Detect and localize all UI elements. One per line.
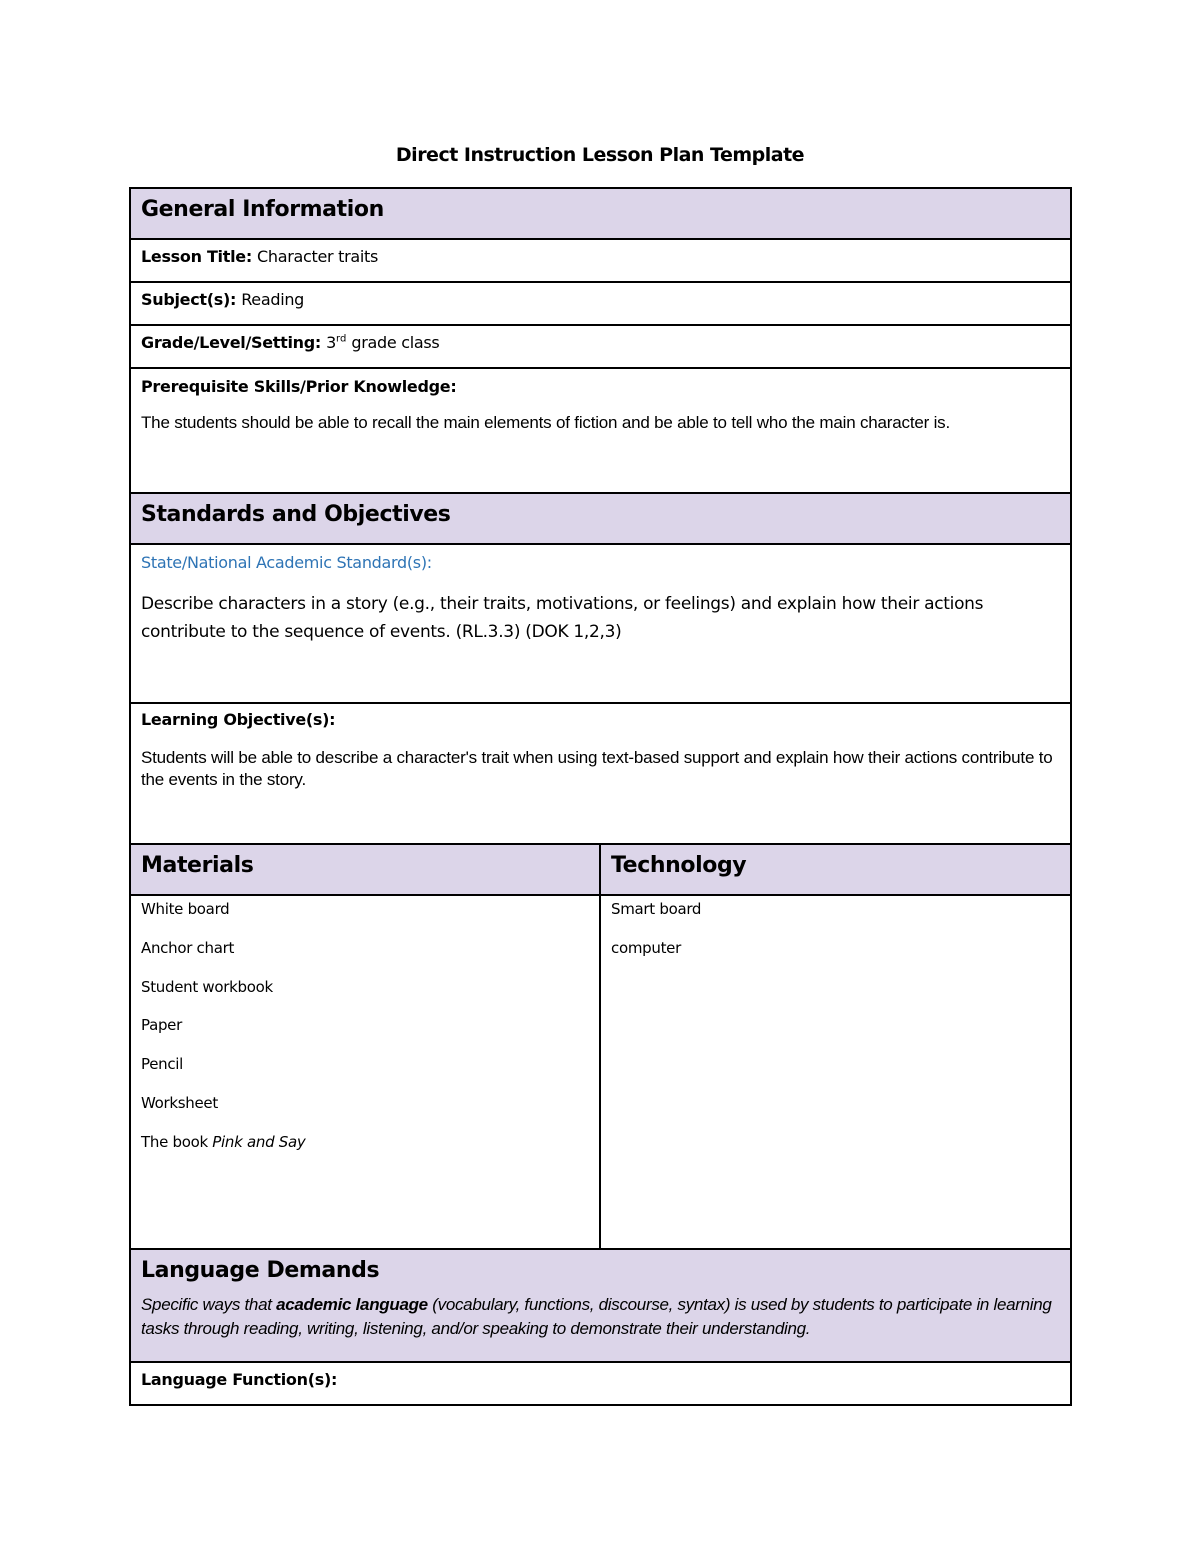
materials-cell xyxy=(130,895,600,1249)
subjects-label: Subject(s): xyxy=(141,290,237,309)
general-information-header xyxy=(130,188,1071,239)
language-demands-title: Language Demands xyxy=(141,1258,380,1283)
language-function-row xyxy=(130,1362,1071,1405)
technology-item: Smart board xyxy=(611,900,702,918)
grade-label: Grade/Level/Setting: xyxy=(141,333,322,352)
language-desc-after: (vocabulary, functions, discourse, syntax) is used by students to participate in learning tasks through reading, writing, listening, and/or speaking to demonstrate their understanding. xyxy=(141,1295,1052,1338)
technology-title: Technology xyxy=(611,853,747,878)
document-title: Direct Instruction Lesson Plan Template xyxy=(395,144,805,166)
prerequisite-label: Prerequisite Skills/Prior Knowledge: xyxy=(141,377,457,396)
standard-text: Describe characters in a story (e.g., their traits, motivations, or feelings) and explain how their actions contribute to the sequence of events. (RL.3.3) (DOK 1,2,3) xyxy=(141,594,984,642)
grade-row xyxy=(130,325,1071,368)
materials-list xyxy=(141,900,589,1172)
materials-item: Worksheet xyxy=(141,1093,218,1112)
language-function-label: Language Function(s): xyxy=(141,1370,338,1389)
language-desc-before: Specific ways that xyxy=(141,1295,277,1314)
materials-item: Pencil xyxy=(141,1055,184,1074)
objective-row xyxy=(130,703,1071,844)
lesson-title-value: Character traits xyxy=(257,247,379,266)
technology-header xyxy=(600,844,1071,895)
lesson-title-label: Lesson Title: xyxy=(141,247,252,266)
lesson-title-row xyxy=(130,239,1071,282)
objective-text: Students will be able to describe a character's trait when using text-based support and explain how their actions contribute to the events in the story. xyxy=(141,748,1053,789)
technology-cell xyxy=(600,895,1071,1249)
language-demands-header xyxy=(130,1249,1071,1362)
materials-header xyxy=(130,844,600,895)
subjects-row xyxy=(130,282,1071,325)
prerequisite-text: The students should be able to recall the main elements of fiction and be able to tell who the main character is. xyxy=(141,413,950,432)
technology-item: computer xyxy=(611,938,681,957)
materials-item-book xyxy=(141,1133,589,1172)
technology-list xyxy=(611,900,1060,978)
lesson-plan-table xyxy=(129,187,1072,1406)
prerequisite-row xyxy=(130,368,1071,493)
grade-suffix: rd xyxy=(336,333,347,345)
objective-label: Learning Objective(s): xyxy=(141,710,336,729)
materials-title: Materials xyxy=(141,853,254,878)
standard-row xyxy=(130,544,1071,703)
materials-item: Paper xyxy=(141,1016,182,1035)
materials-item: Student workbook xyxy=(141,977,273,996)
standards-header xyxy=(130,493,1071,544)
book-title: Pink and Say xyxy=(212,1132,306,1151)
language-demands-description xyxy=(141,1293,1060,1341)
language-desc-bold: academic language xyxy=(276,1295,428,1314)
standard-label: State/National Academic Standard(s): xyxy=(141,553,432,572)
general-information-title: General Information xyxy=(141,197,384,222)
grade-value: grade class xyxy=(351,333,440,352)
subjects-value: Reading xyxy=(241,290,305,309)
grade-number: 3 xyxy=(326,333,337,352)
materials-item: White board xyxy=(141,900,230,918)
book-prefix: The book xyxy=(141,1132,213,1151)
materials-item: Anchor chart xyxy=(141,938,235,957)
standards-title: Standards and Objectives xyxy=(141,502,451,527)
